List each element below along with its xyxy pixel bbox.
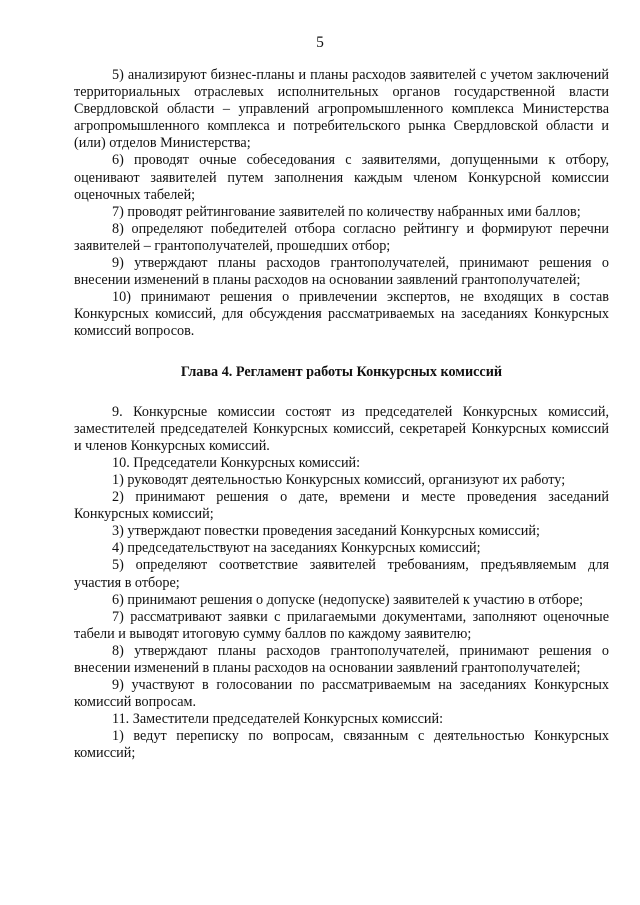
paragraph: 1) руководят деятельностью Конкурсных комиссий, организуют их работу;: [112, 471, 566, 488]
chapter-heading: Глава 4. Регламент работы Конкурсных комиссий: [180, 363, 503, 380]
paragraph: 8) определяют победителей отбора согласно рейтингу и формируют перечни заявителей – грантополучателей, прошедших отбор;: [74, 220, 609, 254]
paragraph: 9) участвуют в голосовании по рассматриваемым на заседаниях Конкурсных комиссий вопросам.: [74, 677, 609, 711]
paragraph: 7) проводят рейтингование заявителей по количеству набранных ими баллов;: [112, 203, 581, 220]
paragraph: 10) принимают решения о привлечении экспертов, не входящих в состав Конкурсных комиссий, для обсуждения рассматриваемых на заседаниях Конкурсных комиссий вопросов.: [74, 289, 609, 340]
paragraph: 9. Конкурсные комиссии состоят из председателей Конкурсных комиссий, заместителей председателей Конкурсных комиссий, секретарей Конкурсных комиссий и членов Конкурсных комиссий.: [74, 403, 609, 454]
paragraph: 8) утверждают планы расходов грантополучателей, принимают решения о внесении изменений в планы расходов на основании заявлений грантополучателей;: [74, 642, 609, 676]
paragraph: 3) утверждают повестки проведения заседаний Конкурсных комиссий;: [112, 523, 540, 540]
paragraph: 6) принимают решения о допуске (недопуске) заявителей к участию в отборе;: [112, 591, 584, 608]
paragraph: 9) утверждают планы расходов грантополучателей, принимают решения о внесении изменений в планы расходов на основании заявлений грантополучателей;: [74, 255, 609, 289]
page-number: 5: [316, 34, 324, 51]
paragraph: 5) анализируют бизнес-планы и планы расходов заявителей с учетом заключений территориальных отраслевых исполнительных органов государственной власти Свердловской области – управлений агропромышленного комплекса Министерства агропромышленного комплекса и потребительского рынка Свердловской области и (или) отделов Министерства;: [74, 67, 609, 152]
paragraph: 1) ведут переписку по вопросам, связанным с деятельностью Конкурсных комиссий;: [74, 728, 609, 762]
paragraph: 6) проводят очные собеседования с заявителями, допущенными к отбору, оценивают заявителей путем заполнения каждым членом Конкурсной комиссии оценочных табелей;: [74, 152, 609, 203]
paragraph: 7) рассматривают заявки с прилагаемыми документами, заполняют оценочные табели и выводят итоговую сумму баллов по каждому заявителю;: [74, 608, 609, 642]
document-body: [74, 67, 609, 763]
paragraph: 10. Председатели Конкурсных комиссий:: [112, 454, 361, 471]
paragraph: 4) председательствуют на заседаниях Конкурсных комиссий;: [112, 540, 481, 557]
paragraph: 11. Заместители председателей Конкурсных комиссий:: [112, 711, 444, 728]
paragraph: 2) принимают решения о дате, времени и месте проведения заседаний Конкурсных комиссий;: [74, 489, 609, 523]
paragraph: 5) определяют соответствие заявителей требованиям, предъявляемым для участия в отборе;: [74, 557, 609, 591]
